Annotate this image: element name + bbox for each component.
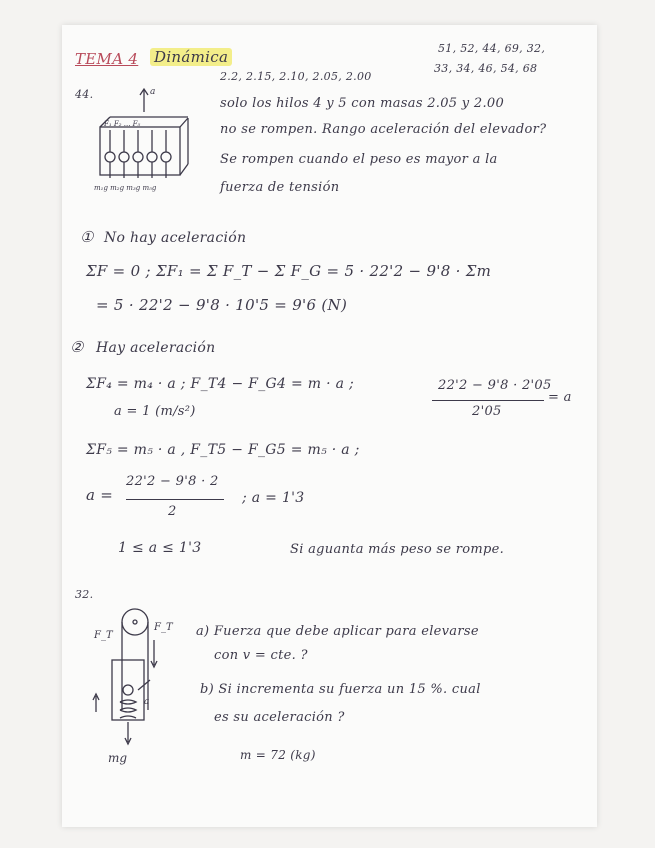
ft-right-label: F_T	[154, 622, 173, 633]
fraction2-denominator: 2	[168, 504, 177, 519]
pulley-diagram	[90, 600, 200, 770]
case2-eq4: ; a = 1'3	[242, 490, 305, 506]
fraction1-numerator: 22'2 − 9'8 · 2'05	[438, 378, 552, 393]
problem-32-number: 32.	[75, 588, 94, 601]
elevator-accel-label: a	[150, 87, 156, 97]
acceleration-range: 1 ≤ a ≤ 1'3	[118, 540, 202, 556]
case1-eq2: = 5 · 22'2 − 9'8 · 10'5 = 9'6 (N)	[96, 296, 348, 314]
elevator-forces-label: F₁ F₂ ... F₅	[104, 120, 141, 128]
topic-title: Dinámica	[150, 48, 232, 66]
case1-title: No hay aceleración	[104, 230, 247, 246]
tema-label: TEMA 4	[75, 50, 139, 68]
fraction2-line	[126, 499, 224, 500]
pulley-weight-label: mg	[108, 751, 128, 765]
p32-question-b: b) Si incrementa su fuerza un 15 %. cual	[200, 682, 481, 697]
case2-title: Hay aceleración	[96, 340, 216, 356]
exercise-list-1: 51, 52, 44, 69, 32,	[438, 42, 546, 55]
fraction2-numerator: 22'2 − 9'8 · 2	[126, 474, 219, 489]
p44-line4: fuerza de tensión	[220, 180, 340, 195]
elevator-weights-label: m₁g m₂g m₃g m₅g	[94, 184, 157, 192]
ft-left-label: F_T	[94, 630, 113, 641]
case1-eq1: ΣF = 0 ; ΣF₁ = Σ F_T − Σ F_G = 5 · 22'2 − 9'8 · Σm	[86, 262, 492, 280]
case2-eq3: ΣF₅ = m₅ · a , F_T5 − F_G5 = m₅ · a ;	[86, 442, 360, 458]
p32-question-b-line2: es su aceleración ?	[214, 710, 345, 725]
problem-44-number: 44.	[75, 88, 94, 101]
fraction1-denominator: 2'05	[472, 404, 502, 419]
masses-line: 2.2, 2.15, 2.10, 2.05, 2.00	[220, 70, 372, 83]
p44-line3: Se rompen cuando el peso es mayor a la	[220, 152, 498, 167]
exercise-list-2: 33, 34, 46, 54, 68	[434, 62, 538, 75]
case2-eq2: a = 1 (m/s²)	[114, 404, 196, 419]
p32-given-mass: m = 72 (kg)	[240, 748, 316, 762]
elevator-diagram	[92, 82, 192, 202]
p44-line2: no se rompen. Rango aceleración del elevador?	[220, 122, 547, 137]
case2-number: ②	[70, 338, 84, 356]
pulley-accel-label: a	[144, 697, 150, 707]
fraction1-line	[432, 400, 544, 401]
p32-question-a: a) Fuerza que debe aplicar para elevarse	[196, 624, 479, 639]
fraction1-result: = a	[548, 390, 572, 405]
case2-conclusion: Si aguanta más peso se rompe.	[290, 542, 505, 557]
case2-a-equals: a =	[86, 486, 114, 504]
case2-eq1: ΣF₄ = m₄ · a ; F_T4 − F_G4 = m · a ;	[86, 376, 355, 392]
p32-question-a-line2: con v = cte. ?	[214, 648, 308, 663]
p44-line1: solo los hilos 4 y 5 con masas 2.05 y 2.00	[220, 96, 505, 111]
case1-number: ①	[80, 228, 94, 246]
